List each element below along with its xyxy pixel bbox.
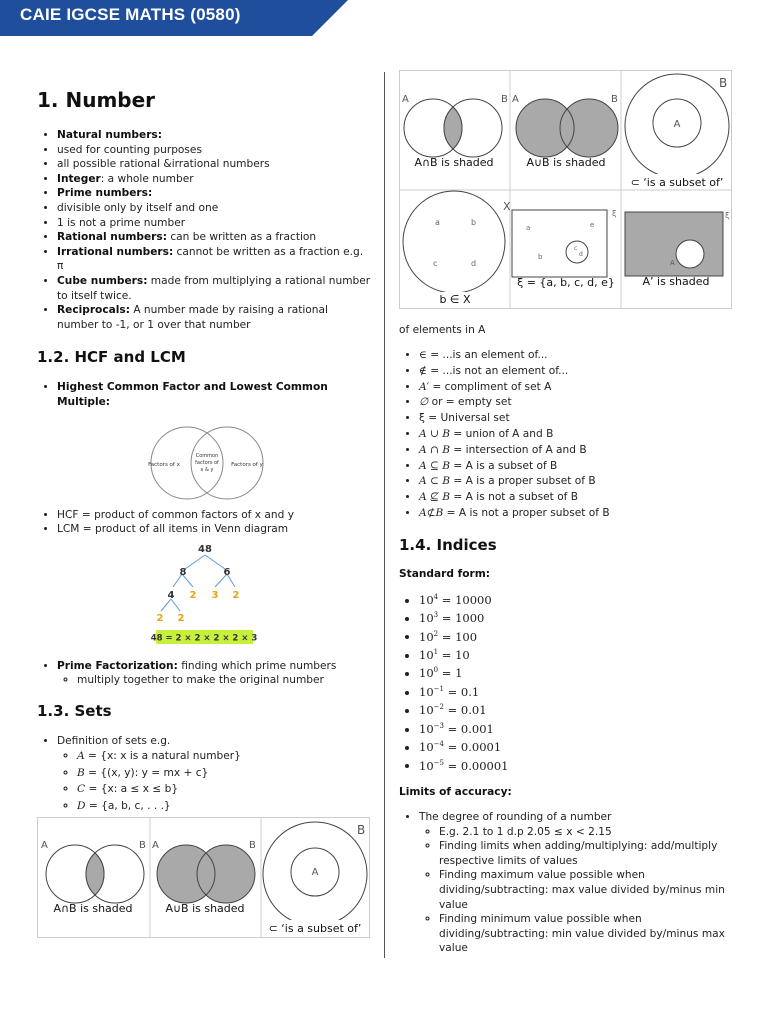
list-item: ◦ E.g. 2.1 to 1 d.p 2.05 ≤ x < 2.15 — [439, 825, 734, 840]
element-label: b — [471, 218, 477, 227]
caption-complement: A’ is shaded — [642, 275, 710, 288]
list-item: • A⊄B = A is not a proper subset of B — [419, 506, 734, 522]
diagram-label-a: A — [512, 94, 519, 105]
list-item: • $10^2 = 100$ — [419, 627, 734, 645]
list-item: • ∈ = ...is an element of... — [419, 348, 734, 364]
list-item: • ∅ or = empty set — [419, 395, 734, 411]
diagram-label-xi: ξ — [612, 209, 617, 218]
venn-label-common-1: Common — [195, 452, 219, 459]
list-item: • Irrational numbers: cannot be written as a fraction e.g. π — [57, 245, 372, 274]
diagram-label-a: A — [673, 119, 681, 130]
diagram-label-b: B — [501, 94, 508, 105]
list-item: • $10^3 = 1000$ — [419, 608, 734, 626]
list-item: • $10^1 = 10$ — [419, 645, 734, 663]
header-banner — [0, 0, 348, 36]
element-label: e — [590, 221, 595, 229]
list-item: • divisible only by itself and one — [57, 201, 372, 216]
right-column — [399, 324, 734, 956]
list-item: • ∉ = ...is not an element of... — [419, 364, 734, 380]
limits-list — [399, 810, 734, 956]
list-item: • LCM = product of all items in Venn diagram — [57, 522, 372, 537]
list-item: • A ⊂ B = A is a proper subset of B — [419, 474, 734, 490]
set-diagrams-right — [399, 70, 734, 310]
venn-label-common-2: factors of — [195, 459, 219, 466]
list-item: • $10^0 = 1$ — [419, 663, 734, 681]
element-label: c — [433, 259, 438, 268]
caption-subset: ⊂ ‘is a subset of’ — [630, 176, 724, 189]
tree-node: 8 — [179, 566, 187, 578]
list-item: • Reciprocals: A number made by raising a rational number to -1, or 1 over that number — [57, 303, 372, 332]
list-item: • used for counting purposes — [57, 143, 372, 158]
prime-list — [37, 659, 372, 688]
set-diagrams-left — [37, 817, 372, 939]
diagram-label-b: B — [357, 823, 366, 837]
list-item: • $10^{-4} = 0.0001$ — [419, 737, 734, 755]
diagram-label-b: B — [719, 76, 728, 90]
diagram-label-a: A — [152, 840, 159, 851]
tree-node: 2 — [189, 589, 197, 601]
diagram-label-a: A — [670, 259, 675, 267]
list-item: • $10^4 = 10000$ — [419, 590, 734, 608]
hcf-heading: 1.2. HCF and LCM — [37, 348, 186, 367]
list-item: • Prime numbers: — [57, 186, 372, 201]
number-list — [37, 128, 372, 332]
factor-tree — [37, 541, 372, 653]
caption-union: A∪B is shaded — [165, 902, 245, 915]
caption-union: A∪B is shaded — [526, 156, 606, 169]
list-item: • A′ = compliment of set A — [419, 380, 734, 396]
tree-node: 6 — [223, 566, 231, 578]
list-item: ◦ Finding minimum value possible when dividing/subtracting: min value divided by/minus max value — [439, 912, 734, 956]
list-item: • The degree of rounding of a number ◦ E.g. 2.1 to 1 d.p 2.05 ≤ x < 2.15 ◦ Finding limits when adding/multiplying: add/multiply respective limits of values ◦ Finding maximum value possible when dividing/subtracting: max value divided by/minus min value ◦ Finding minimum value possible when dividing/subtracting: min value divided by/minus max value — [419, 810, 734, 956]
venn-label-x: Factors of x — [148, 461, 180, 468]
sub-list — [57, 673, 372, 688]
diagram-label-xi: ξ — [725, 211, 730, 220]
element-label: a — [526, 224, 531, 232]
diagram-label-b: B — [611, 94, 618, 105]
diagram-label-b: B — [249, 840, 256, 851]
list-item: • ξ = Universal set — [419, 411, 734, 427]
list-item: ◦ D = {a, b, c, . . .} — [77, 798, 372, 815]
hcf-venn-diagram — [37, 418, 372, 502]
diagram-label-x: X — [503, 200, 511, 213]
list-item: ◦ Finding limits when adding/multiplying: add/multiply respective limits of values — [439, 839, 734, 868]
list-item: • A ∩ B = intersection of A and B — [419, 443, 734, 459]
list-item: • 1 is not a prime number — [57, 216, 372, 231]
list-item: • Highest Common Factor and Lowest Common Multiple: — [57, 380, 372, 409]
diagram-label-a: A — [41, 840, 48, 851]
tree-node: 3 — [211, 589, 219, 601]
venn-label-common-3: x & y — [200, 466, 214, 473]
list-item: • Definition of sets e.g. — [57, 734, 372, 749]
venn-label-y: Factors of y — [231, 461, 263, 468]
list-item: ◦ C = {x: a ≤ x ≤ b} — [77, 781, 372, 798]
list-item: • Cube numbers: made from multiplying a rational number to itself twice. — [57, 274, 372, 303]
left-column — [37, 88, 372, 832]
diagram-label-a: A — [311, 867, 319, 878]
list-item: • Natural numbers: — [57, 128, 372, 143]
hcf-list — [37, 380, 372, 409]
diagram-label-a: A — [402, 94, 409, 105]
limits-label: Limits of accuracy: — [399, 785, 512, 798]
standard-form-label: Standard form: — [399, 567, 490, 580]
list-item: ◦ Finding maximum value possible when dividing/subtracting: max value divided by/minus min value — [439, 868, 734, 912]
number-heading: 1. Number — [37, 88, 156, 112]
element-label: d — [579, 251, 583, 258]
tree-node: 2 — [156, 612, 164, 624]
list-item: • $10^{-2} = 0.01$ — [419, 700, 734, 718]
element-label: d — [471, 259, 477, 268]
list-item: • $10^{-3} = 0.001$ — [419, 719, 734, 737]
list-item: • A ⊈ B = A is not a subset of B — [419, 490, 734, 506]
banner-title: CAIE IGCSE MATHS (0580) — [20, 5, 241, 24]
caption-universal: ξ = {a, b, c, d, e} — [517, 276, 615, 289]
sets-heading: 1.3. Sets — [37, 701, 112, 720]
caption-intersection: A∩B is shaded — [53, 902, 133, 915]
list-item: ◦ multiply together to make the original number — [77, 673, 372, 688]
caption-element: b ∈ X — [439, 293, 471, 306]
tree-result: 48 = 2 × 2 × 2 × 2 × 3 — [150, 633, 258, 644]
caption-intersection: A∩B is shaded — [414, 156, 494, 169]
list-item: • $10^{-5} = 0.00001$ — [419, 756, 734, 774]
sets-list — [37, 734, 372, 815]
notation-intro: of elements in A — [399, 324, 486, 336]
diagram-label-b: B — [139, 840, 146, 851]
sub-list — [419, 825, 734, 956]
element-label: c — [574, 245, 578, 252]
hcf-lcm-list — [37, 508, 372, 537]
caption-subset: ⊂ ‘is a subset of’ — [268, 922, 362, 935]
notation-list — [399, 348, 734, 522]
list-item: • all possible rational &irrational numbers — [57, 157, 372, 172]
tree-root: 48 — [198, 543, 212, 555]
column-divider — [384, 72, 385, 958]
list-item — [57, 748, 372, 814]
powers-list — [399, 590, 734, 774]
indices-heading: 1.4. Indices — [399, 535, 497, 554]
list-item: ◦ A = {x: x is a natural number} — [77, 748, 372, 765]
tree-node: 2 — [177, 612, 185, 624]
list-item: • Integer: a whole number — [57, 172, 372, 187]
list-item: ◦ B = {(x, y): y = mx + c} — [77, 765, 372, 782]
list-item: • Prime Factorization: finding which prime numbers ◦ multiply together to make the original number — [57, 659, 372, 688]
list-item: • HCF = product of common factors of x and y — [57, 508, 372, 523]
sub-list — [57, 748, 372, 814]
list-item: • A ∪ B = union of A and B — [419, 427, 734, 443]
list-item: • A ⊆ B = A is a subset of B — [419, 459, 734, 475]
list-item: • Rational numbers: can be written as a fraction — [57, 230, 372, 245]
element-label: a — [435, 218, 440, 227]
tree-node: 4 — [167, 589, 175, 601]
tree-node: 2 — [232, 589, 240, 601]
element-label: b — [538, 253, 543, 261]
list-item: • $10^{-1} = 0.1$ — [419, 682, 734, 700]
